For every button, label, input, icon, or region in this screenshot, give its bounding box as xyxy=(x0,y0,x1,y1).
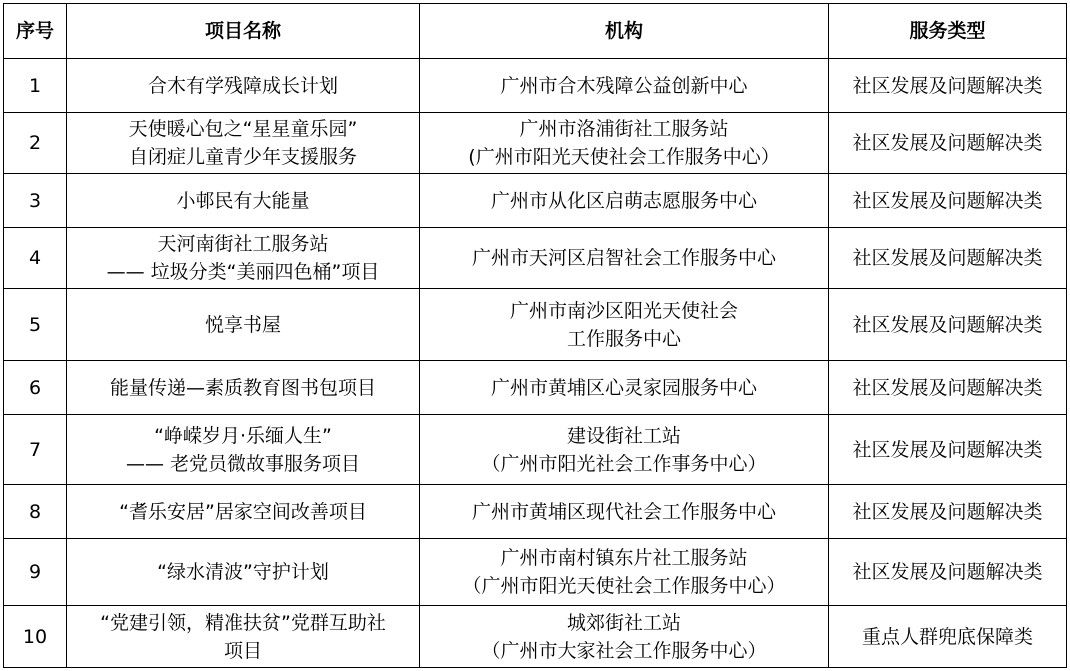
table-row xyxy=(4,485,1067,539)
table-row xyxy=(4,539,1067,606)
organization-line: 广州市天河区启智社会工作服务中心 xyxy=(471,247,776,269)
organization-line: （广州市阳光社会工作事务中心） xyxy=(481,452,767,475)
project-name-line: “党建引领，精准扶贫”党群互助社 xyxy=(100,611,386,634)
organization-line: 广州市黄埔区现代社会工作服务中心 xyxy=(471,500,776,523)
table-row xyxy=(4,415,1067,485)
organization-line: 广州市黄埔区心灵家园服务中心 xyxy=(490,376,757,399)
project-name-line: 自闭症儿童青少年支援服务 xyxy=(128,146,357,168)
table-row xyxy=(4,59,1067,113)
organization-line: 建设街社工站 xyxy=(566,424,681,447)
cell-service-type: 社区发展及问题解决类 xyxy=(829,539,1067,606)
cell-project-name xyxy=(67,361,420,415)
header-project-name: 项目名称 xyxy=(67,4,420,59)
cell-serial-number: 10 xyxy=(4,606,67,668)
cell-serial-number: 7 xyxy=(4,415,67,485)
project-name-line: 天使暖心包之“星星童乐园” xyxy=(128,118,358,140)
project-name-line: 合木有学残障成长计划 xyxy=(147,74,338,97)
cell-organization xyxy=(420,415,829,485)
cell-serial-number: 3 xyxy=(4,174,67,228)
cell-service-type: 社区发展及问题解决类 xyxy=(829,174,1067,228)
cell-service-type: 社区发展及问题解决类 xyxy=(829,485,1067,539)
organization-line: 广州市南村镇东片社工服务站 xyxy=(500,547,748,569)
organization-line: 广州市南沙区阳光天使社会 xyxy=(509,299,738,322)
cell-organization xyxy=(420,289,829,361)
table-row xyxy=(4,289,1067,361)
organization-line: 工作服务中心 xyxy=(566,327,681,350)
cell-organization xyxy=(420,59,829,113)
project-name-line: “绿水清波”守护计划 xyxy=(157,561,329,583)
cell-serial-number: 4 xyxy=(4,228,67,289)
cell-organization xyxy=(420,539,829,606)
organization-line: 广州市洛浦街社工服务站 xyxy=(519,118,729,140)
table-row xyxy=(4,228,1067,289)
cell-service-type: 社区发展及问题解决类 xyxy=(829,289,1067,361)
project-name-line: —— 垃圾分类“美丽四色桶”项目 xyxy=(106,261,380,283)
cell-project-name xyxy=(67,485,420,539)
cell-project-name xyxy=(67,59,420,113)
cell-organization xyxy=(420,228,829,289)
cell-organization xyxy=(420,174,829,228)
organization-line: (广州市阳光天使社会工作服务中心） xyxy=(468,146,780,168)
cell-serial-number: 5 xyxy=(4,289,67,361)
cell-project-name xyxy=(67,228,420,289)
project-name-line: 天河南街社工服务站 xyxy=(157,233,329,255)
header-service-type: 服务类型 xyxy=(829,4,1067,59)
table-row xyxy=(4,113,1067,174)
cell-project-name xyxy=(67,539,420,606)
cell-project-name xyxy=(67,415,420,485)
organization-line: （广州市阳光天使社会工作服务中心） xyxy=(462,575,786,597)
organization-line: 广州市合木残障公益创新中心 xyxy=(500,74,748,97)
cell-project-name xyxy=(67,289,420,361)
organization-line: （广州市大家社会工作服务中心） xyxy=(481,639,767,662)
cell-serial-number: 9 xyxy=(4,539,67,606)
cell-serial-number: 8 xyxy=(4,485,67,539)
project-name-line: 项目 xyxy=(223,639,262,662)
cell-serial-number: 6 xyxy=(4,361,67,415)
cell-service-type: 社区发展及问题解决类 xyxy=(829,361,1067,415)
header-organization: 机构 xyxy=(420,4,829,59)
project-name-line: “峥嵘岁月·乐缅人生” xyxy=(154,424,332,447)
cell-organization xyxy=(420,606,829,668)
project-name-line: —— 老党员微故事服务项目 xyxy=(125,452,361,475)
cell-organization xyxy=(420,485,829,539)
cell-service-type: 社区发展及问题解决类 xyxy=(829,415,1067,485)
project-name-line: 小邨民有大能量 xyxy=(176,189,310,212)
cell-serial-number: 2 xyxy=(4,113,67,174)
cell-project-name xyxy=(67,606,420,668)
project-name-line: “耆乐安居”居家空间改善项目 xyxy=(119,500,367,523)
cell-serial-number: 1 xyxy=(4,59,67,113)
table-header-row xyxy=(4,4,1067,59)
organization-line: 广州市从化区启萌志愿服务中心 xyxy=(490,189,757,212)
projects-table xyxy=(3,3,1067,668)
cell-organization xyxy=(420,361,829,415)
cell-project-name xyxy=(67,174,420,228)
header-serial-number: 序号 xyxy=(4,4,67,59)
project-name-line: 悦享书屋 xyxy=(204,313,281,336)
table-row xyxy=(4,174,1067,228)
table-row xyxy=(4,606,1067,668)
table-row xyxy=(4,361,1067,415)
cell-service-type: 社区发展及问题解决类 xyxy=(829,113,1067,174)
project-name-line: 能量传递—素质教育图书包项目 xyxy=(109,376,376,399)
organization-line: 城郊街社工站 xyxy=(566,611,681,634)
cell-project-name xyxy=(67,113,420,174)
cell-service-type: 社区发展及问题解决类 xyxy=(829,228,1067,289)
cell-service-type: 社区发展及问题解决类 xyxy=(829,59,1067,113)
cell-service-type: 重点人群兜底保障类 xyxy=(829,606,1067,668)
table-body xyxy=(4,59,1067,668)
cell-organization xyxy=(420,113,829,174)
